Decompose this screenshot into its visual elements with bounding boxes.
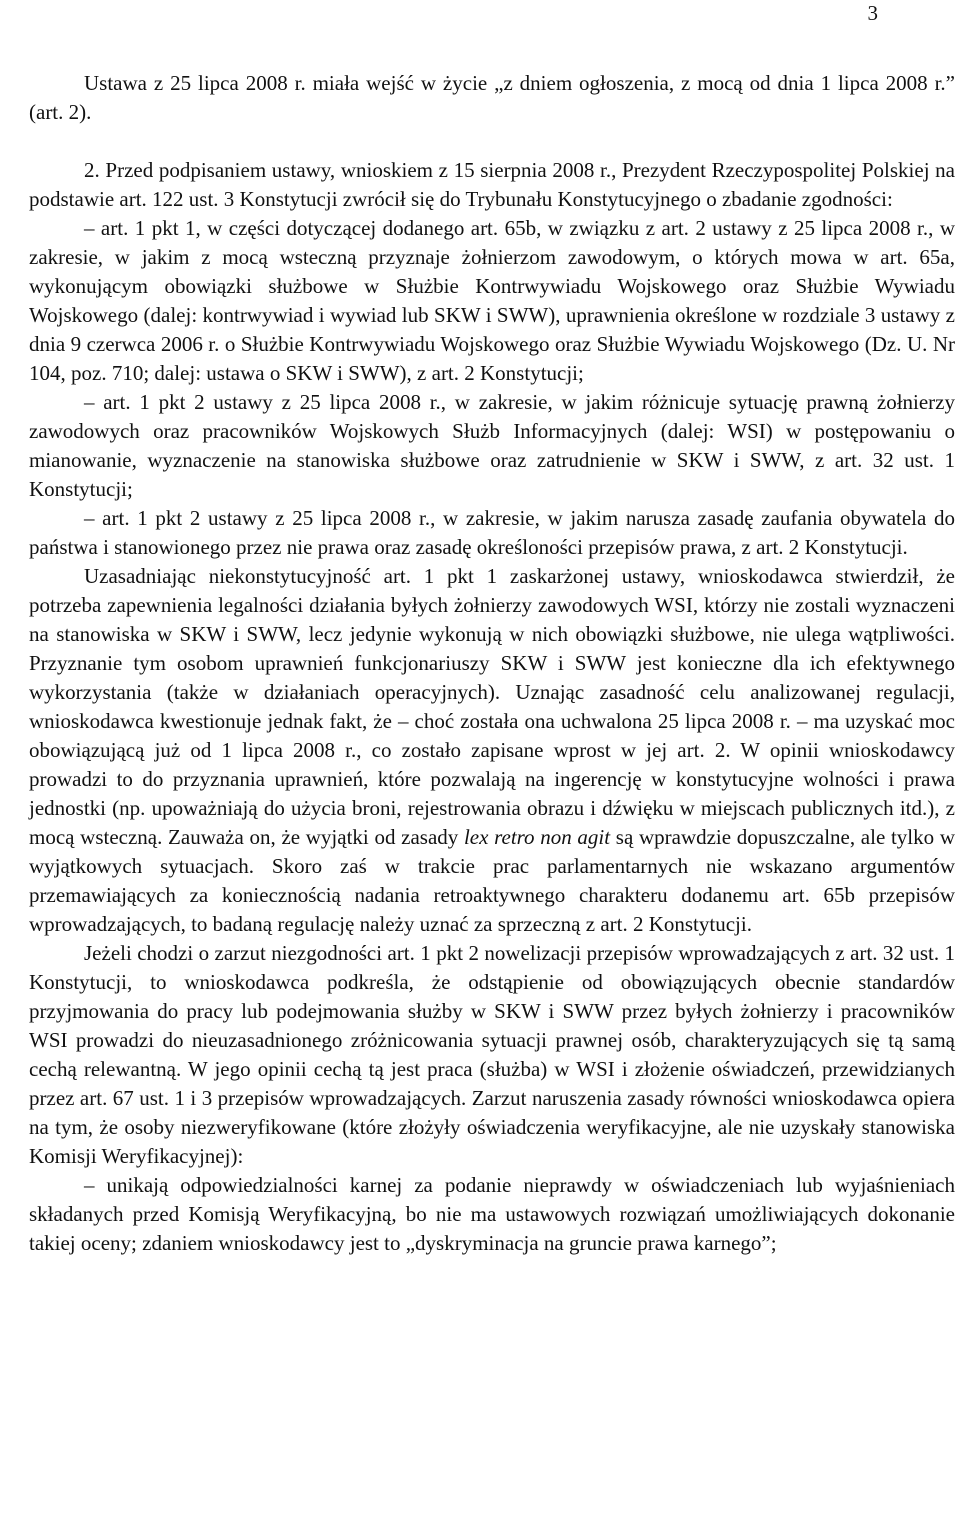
page-number: 3	[867, 1, 878, 25]
paragraph-dash-4: – unikają odpowiedzialności karnej za podanie nieprawdy w oświadczeniach lub wyjaśnieniach składanych przed Komisją Weryfikacyjną, bo nie ma ustawowych rozwiązań umożliwiających dokonanie takiej oceny; zdaniem wnioskodawcy jest to „dyskryminacja na gruncie prawa karnego”;	[29, 1173, 955, 1255]
paragraph-dash-3: – art. 1 pkt 2 ustawy z 25 lipca 2008 r., w zakresie, w jakim narusza zasadę zaufania obywatela do państwa i stanowionego przez nie prawa oraz zasadę określoności przepisów prawa, z art. 2 Konstytucji.	[29, 506, 955, 559]
paragraph-equality: Jeżeli chodzi o zarzut niezgodności art. 1 pkt 2 nowelizacji przepisów wprowadzających z art. 32 ust. 1 Konstytucji, to wnioskodawca podkreśla, że odstąpienie od obowiązujących obecnie standardów przyjmowania do pracy lub podejmowania służby w SKW i SWW przez byłych żołnierzy i pracowników WSI prowadzi do nieuzasadnionego zróżnicowania sytuacji prawnej osób, charakteryzujących się tą samą cechą relewantną. W jego opinii cechą tą jest praca (służba) w WSI i złożenie oświadczeń, przewidzianych przez art. 67 ust. 1 i 3 przepisów wprowadzających. Zarzut naruszenia zasady równości wnioskodawca opiera na tym, że osoby niezweryfikowane (które złożyły oświadczenia weryfikacyjne, ale nie uzyskały stanowiska Komisji Weryfikacyjnej):	[29, 941, 955, 1168]
paragraph-dash-2: – art. 1 pkt 2 ustawy z 25 lipca 2008 r., w zakresie, w jakim różnicuje sytuację prawną żołnierzy zawodowych oraz pracowników Wojskowych Służb Informacyjnych (dalej: WSI) w postępowaniu o mianowanie, wyznaczenie na stanowiska służbowe oraz zatrudnienie w SKW i SWW, z art. 32 ust. 1 Konstytucji;	[29, 390, 955, 501]
paragraph-justification	[29, 562, 955, 939]
justification-text-a: Uzasadniając niekonstytucyjność art. 1 pkt 1 zaskarżonej ustawy, wnioskodawca stwierdził, że potrzeba zapewnienia legalności działania byłych żołnierzy zawodowych WSI, którzy nie zostali wyznaczeni na stanowiska w SKW i SWW, lecz jedynie wykonują w nich obowiązki służbowe, nie ulega wątpliwości. Przyznanie tym osobom uprawnień funkcjonariuszy SKW i SWW jest konieczne dla ich efektywnego wykorzystania (także w działaniach operacyjnych). Uznając zasadność celu analizowanej regulacji, wnioskodawca kwestionuje jednak fakt, że – choć została ona uchwalona 25 lipca 2008 r. – ma uzyskać moc obowiązującą już od 1 lipca 2008 r., co zostało zapisane wprost w jej art. 2. W opinii wnioskodawcy prowadzi to do przyznania uprawnień, które pozwalają na ingerencję w konstytucyjne wolności i prawa jednostki (np. upoważniają do użycia broni, rejestrowania obrazu i dźwięku w miejscach publicznych itd.), z mocą wsteczną. Zauważa on, że wyjątki od zasady	[29, 564, 955, 849]
justification-text-b: są wprawdzie dopuszczalne, ale tylko w wyjątkowych sytuacjach. Skoro zaś w trakcie prac parlamentarnych nie wskazano argumentów przemawiających za koniecznością nadania retroaktywnego charakteru dodanemu art. 65b przepisów wprowadzających, to badaną regulację należy uznać za sprzeczną z art. 2 Konstytucji.	[29, 825, 955, 936]
paragraph-intro: Ustawa z 25 lipca 2008 r. miała wejść w życie „z dniem ogłoszenia, z mocą od dnia 1 lipca 2008 r.” (art. 2).	[29, 71, 955, 124]
paragraph-gap	[29, 127, 955, 156]
document-body	[29, 69, 955, 1258]
latin-phrase: lex retro non agit	[463, 825, 611, 849]
paragraph-point-2: 2. Przed podpisaniem ustawy, wnioskiem z 15 sierpnia 2008 r., Prezydent Rzeczypospolitej Polskiej na podstawie art. 122 ust. 3 Konstytucji zwrócił się do Trybunału Konstytucyjnego o zbadanie zgodności:	[29, 158, 955, 211]
paragraph-dash-1: – art. 1 pkt 1, w części dotyczącej dodanego art. 65b, w związku z art. 2 ustawy z 25 lipca 2008 r., w zakresie, w jakim z mocą wsteczną przyznaje żołnierzom zawodowym, o których mowa w art. 65a, wykonującym obowiązki służbowe w Służbie Kontrwywiadu Wojskowego oraz Służbie Wywiadu Wojskowego (dalej: kontrwywiad i wywiad lub SKW i SWW), uprawnienia określone w rozdziale 3 ustawy z dnia 9 czerwca 2006 r. o Służbie Kontrwywiadu Wojskowego oraz Służbie Wywiadu Wojskowego (Dz. U. Nr 104, poz. 710; dalej: ustawa o SKW i SWW), z art. 2 Konstytucji;	[29, 216, 955, 385]
